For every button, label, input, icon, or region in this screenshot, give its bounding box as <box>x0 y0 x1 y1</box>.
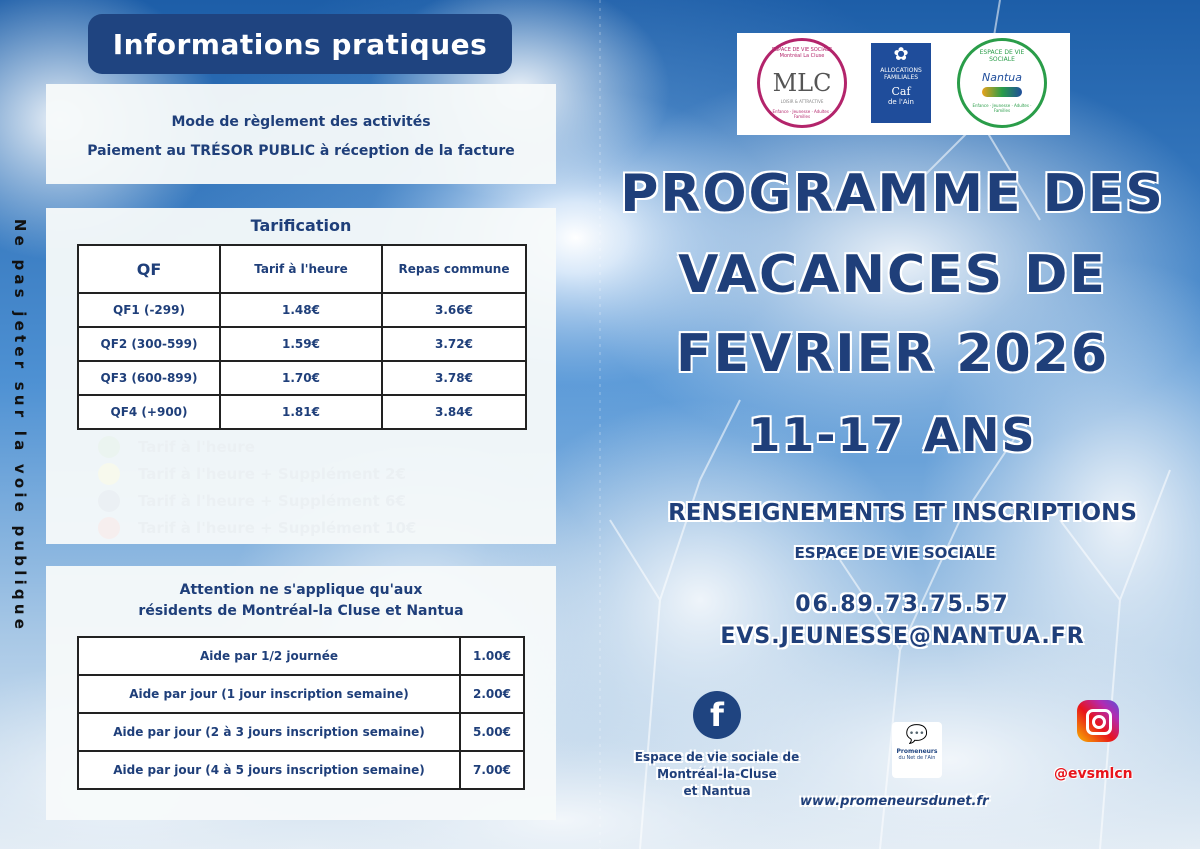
promeneurs-line1: Promeneurs <box>896 748 938 755</box>
caf-line1: ALLOCATIONS <box>880 67 922 74</box>
promeneurs-line2: du Net de l'Ain <box>898 755 936 761</box>
mlc-bottom: Enfance · Jeunesse · Adultes · Familles <box>772 109 832 119</box>
tarif-table <box>77 244 527 430</box>
facebook-page-line3[interactable]: et Nantua <box>683 784 751 798</box>
caf-line4: de l'Ain <box>887 98 914 106</box>
tarif-meal-cell: 3.84€ <box>382 395 526 429</box>
nantua-landscape-icon <box>982 87 1022 97</box>
payment-panel <box>46 84 556 184</box>
tarif-qf-cell: QF4 (+900) <box>78 395 220 429</box>
contact-phone[interactable]: 06.89.73.75.57 <box>795 592 1010 617</box>
tarif-hourly-cell: 1.59€ <box>220 327 382 361</box>
tarif-header-row <box>78 245 526 293</box>
table-row <box>78 637 524 675</box>
facebook-page-line1[interactable]: Espace de vie sociale de <box>634 750 800 764</box>
program-age-range: 11-17 ANS <box>748 408 1037 462</box>
tarif-meal-cell: 3.78€ <box>382 361 526 395</box>
facebook-page-line2[interactable]: Montréal-la-Cluse <box>657 767 777 781</box>
mlc-letters: MLC <box>772 69 832 97</box>
caf-line3: Caf <box>891 85 911 98</box>
tarif-header-meal: Repas commune <box>382 245 526 293</box>
aide-label-cell: Aide par jour (4 à 5 jours inscription semaine) <box>78 751 460 789</box>
caf-people-icon: ✿ <box>893 44 909 65</box>
aide-label-cell: Aide par jour (2 à 3 jours inscription semaine) <box>78 713 460 751</box>
table-row <box>78 675 524 713</box>
vertical-notice-text: Ne pas jeter sur la voie publique <box>11 218 29 634</box>
payment-line1: Mode de règlement des activités <box>171 114 431 130</box>
contact-email[interactable]: EVS.JEUNESSE@NANTUA.FR <box>720 624 1085 649</box>
tarif-header-hourly: Tarif à l'heure <box>220 245 382 293</box>
aide-panel <box>46 566 556 820</box>
tarif-qf-cell: QF3 (600-899) <box>78 361 220 395</box>
table-row <box>78 361 526 395</box>
aide-table <box>77 636 525 790</box>
tarif-hourly-cell: 1.70€ <box>220 361 382 395</box>
tarification-title: Tarification <box>250 216 352 235</box>
nantua-bottom: Enfance · Jeunesse · Adultes · Familles <box>972 103 1032 113</box>
contact-sub: ESPACE DE VIE SOCIALE <box>794 544 996 562</box>
tarif-qf-cell: QF1 (-299) <box>78 293 220 327</box>
program-title-line3: FEVRIER 2026 <box>675 324 1110 384</box>
nantua-ring-text: ESPACE DE VIE SOCIALE <box>979 49 1025 63</box>
tarif-meal-cell: 3.72€ <box>382 327 526 361</box>
mlc-logo <box>757 38 847 128</box>
aide-amount-cell: 2.00€ <box>460 675 524 713</box>
logos-panel <box>737 33 1070 135</box>
mlc-ring-text: ESPACE DE VIE SOCIALE Montréal La Cluse <box>771 47 833 59</box>
table-row <box>78 395 526 429</box>
facebook-icon[interactable]: f <box>693 691 741 739</box>
table-row <box>78 751 524 789</box>
aide-label-cell: Aide par 1/2 journée <box>78 637 460 675</box>
aide-amount-cell: 5.00€ <box>460 713 524 751</box>
aide-notice-line1: Attention ne s'applique qu'aux <box>179 582 423 598</box>
caf-line2: FAMILIALES <box>883 74 919 81</box>
program-title-line1: PROGRAMME DES <box>620 164 1165 224</box>
program-title-line2: VACANCES DE <box>678 245 1107 305</box>
contact-heading: RENSEIGNEMENTS ET INSCRIPTIONS <box>668 500 1137 526</box>
tarif-qf-cell: QF2 (300-599) <box>78 327 220 361</box>
tarif-meal-cell: 3.66€ <box>382 293 526 327</box>
nantua-name: Nantua <box>982 71 1022 84</box>
table-row <box>78 293 526 327</box>
instagram-icon[interactable] <box>1077 700 1119 742</box>
info-title-badge: Informations pratiques <box>88 14 512 74</box>
aide-amount-cell: 1.00€ <box>460 637 524 675</box>
tarif-hourly-cell: 1.81€ <box>220 395 382 429</box>
tarif-header-qf: QF <box>78 245 220 293</box>
aide-notice-line2: résidents de Montréal-la Cluse et Nantua <box>138 603 464 619</box>
promeneurs-logo[interactable] <box>892 722 942 778</box>
mlc-sub: LOISIR & ATTRACTIVE <box>780 99 824 104</box>
instagram-handle[interactable]: @evsmlcn <box>1054 766 1133 782</box>
tarif-hourly-cell: 1.48€ <box>220 293 382 327</box>
vertical-notice <box>2 206 38 646</box>
table-row <box>78 713 524 751</box>
instagram-lens <box>1092 715 1106 729</box>
tarification-panel <box>46 208 556 544</box>
payment-line2: Paiement au TRÉSOR PUBLIC à réception de la facture <box>87 143 515 159</box>
aide-amount-cell: 7.00€ <box>460 751 524 789</box>
table-row <box>78 327 526 361</box>
speech-bubbles-icon: 💬 <box>905 724 929 745</box>
aide-label-cell: Aide par jour (1 jour inscription semaine) <box>78 675 460 713</box>
promeneurs-website[interactable]: www.promeneursdunet.fr <box>800 794 989 809</box>
nantua-logo <box>957 38 1047 128</box>
caf-logo <box>871 43 931 123</box>
